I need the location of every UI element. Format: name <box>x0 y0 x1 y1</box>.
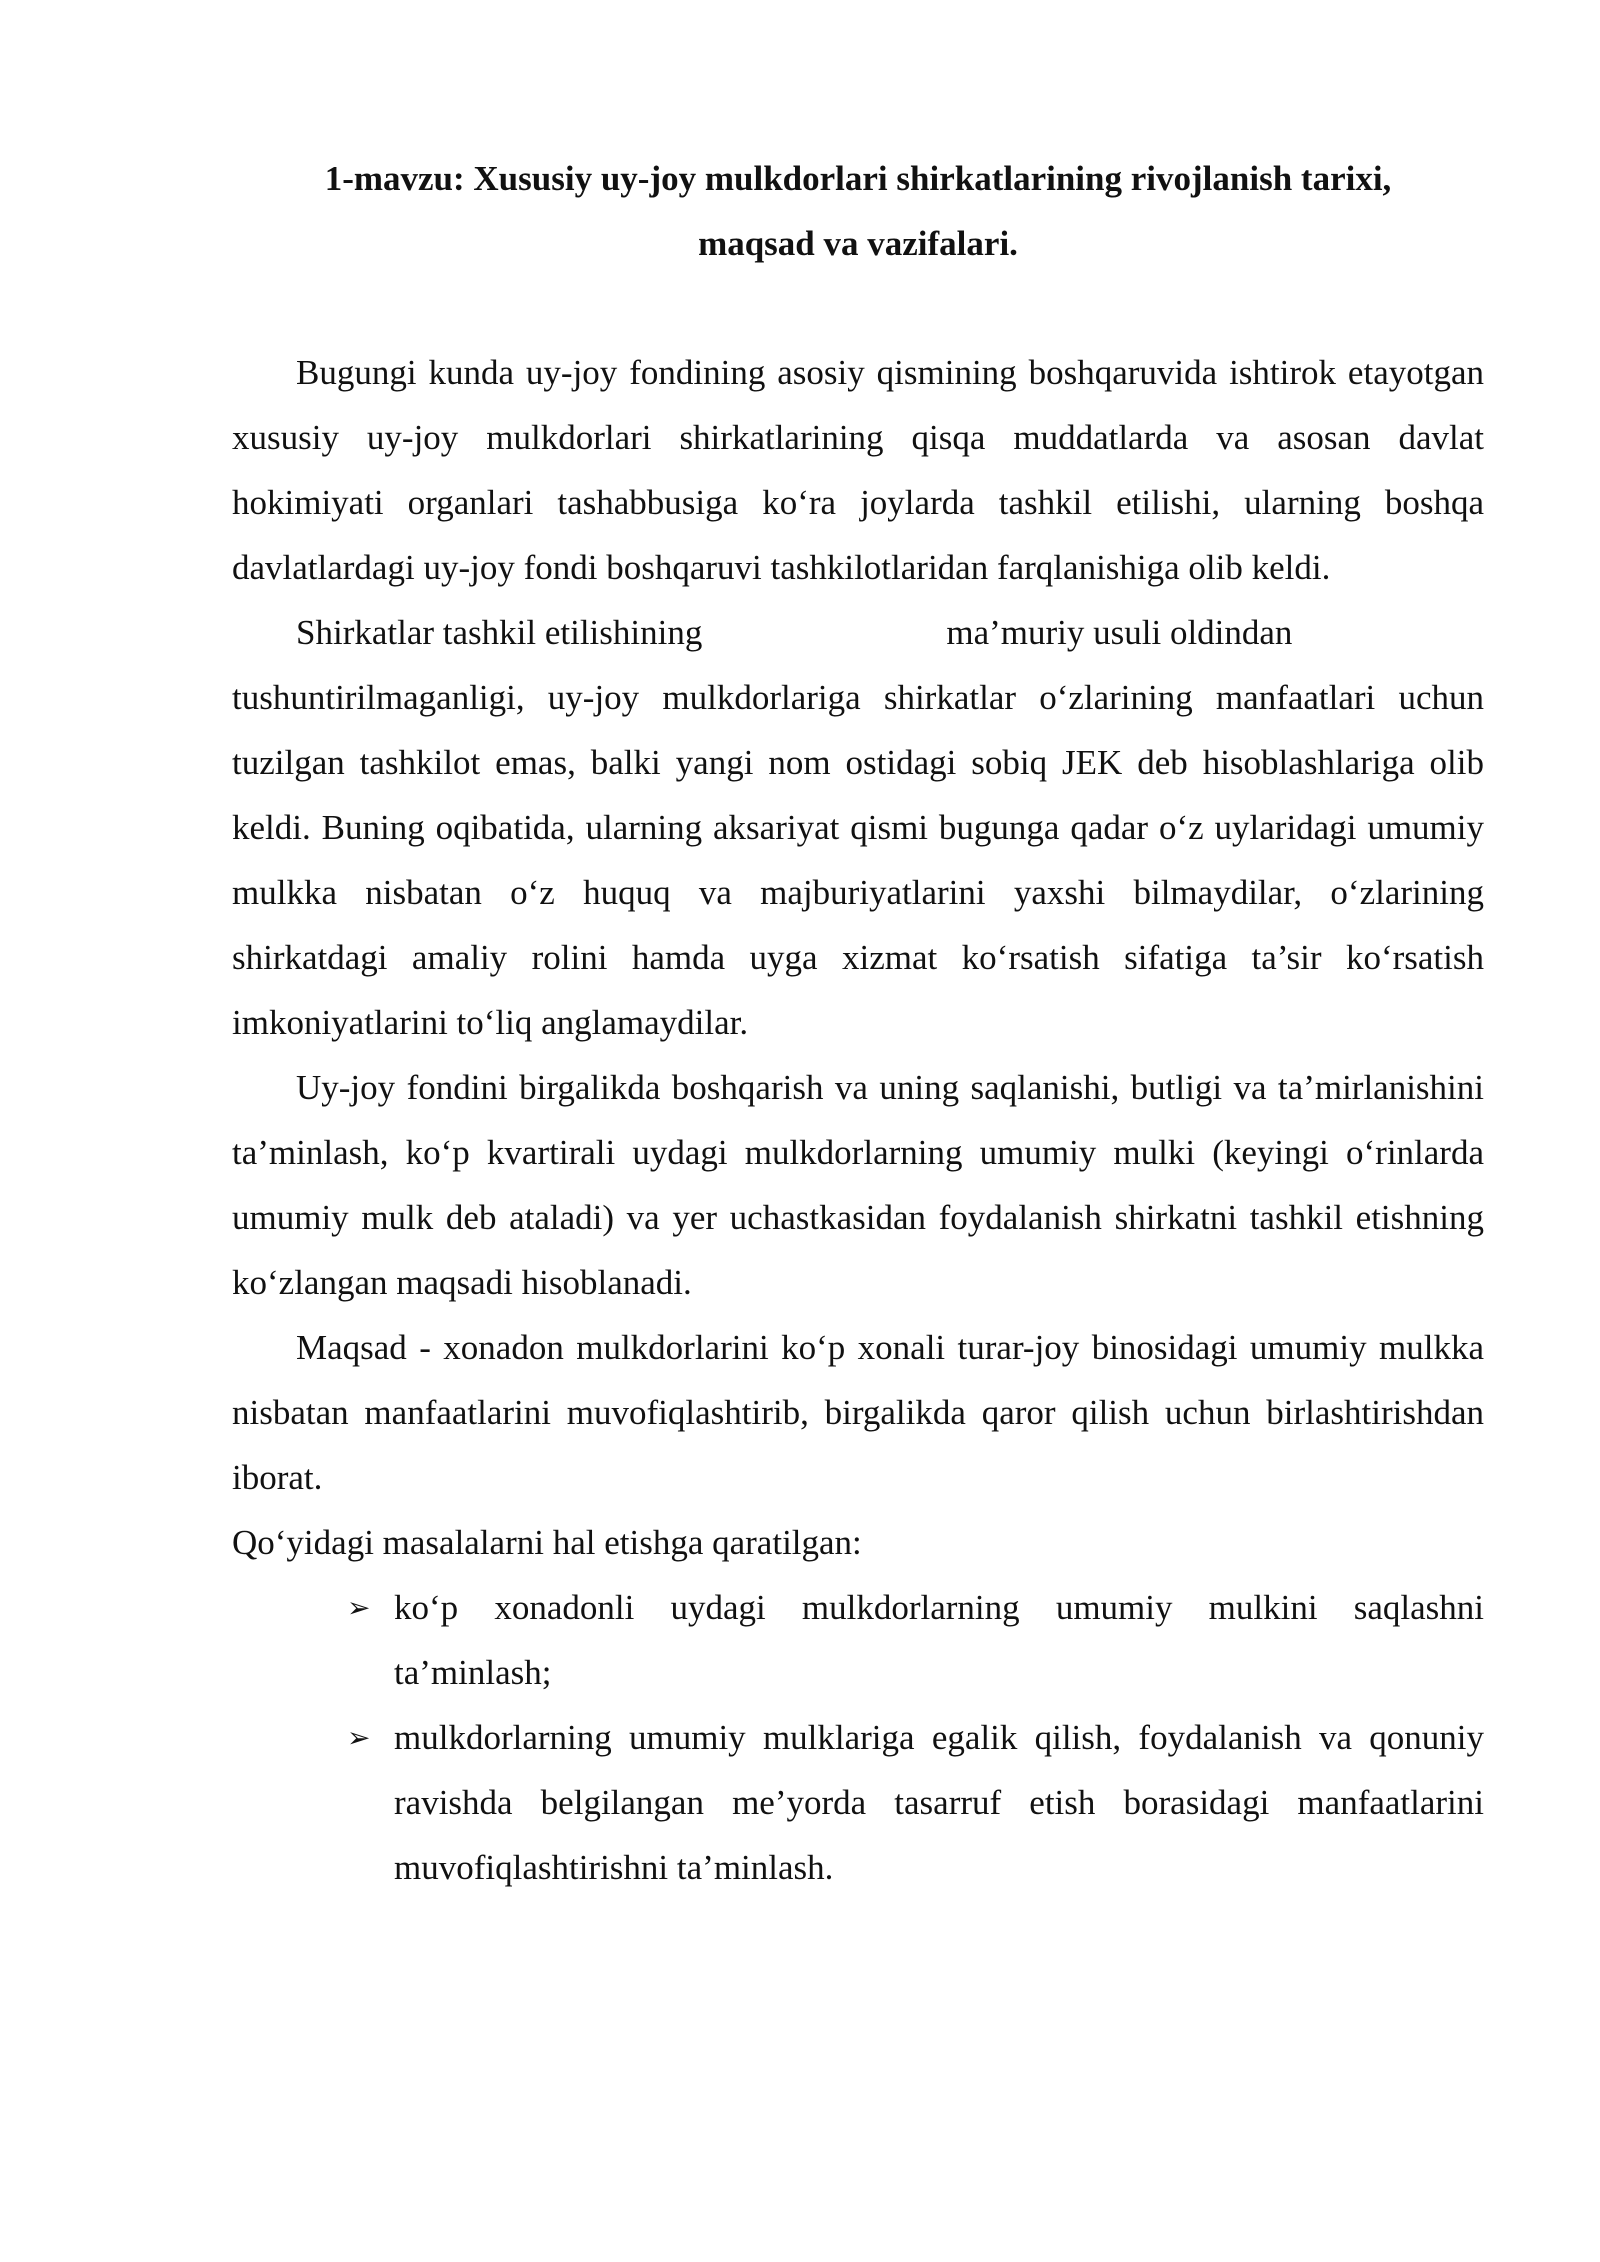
list-item <box>232 1575 1484 1705</box>
paragraph-2-mid: ma’muriy usuli oldindan <box>946 613 1293 652</box>
paragraph-2-first-line <box>232 600 1484 665</box>
title-line-2: maqsad va vazifalari. <box>698 224 1018 263</box>
paragraph-2-start: Shirkatlar tashkil etilishining <box>296 613 703 652</box>
arrowhead-bullet-icon: ➢ <box>347 1591 371 1624</box>
bullet-text: mulkdorlarning umumiy mulklariga egalik qilish, foydalanish va qonuniy ravishda belgilangan me’yorda tasarruf etish borasidagi manfaatlarini muvofiqlashtirishni ta’minlash. <box>394 1718 1484 1887</box>
paragraph-3: Uy-joy fondini birgalikda boshqarish va uning saqlanishi, butligi va ta’mirlanishini ta’minlash, ko‘p kvartirali uydagi mulkdorlarning umumiy mulki (keyingi o‘rinlarda umumiy mulk deb ataladi) va yer uchastkasidan foydalanish shirkatni tashkil etishning ko‘zlangan maqsadi hisoblanadi. <box>232 1068 1484 1302</box>
paragraph-2-rest: tushuntirilmaganligi, uy-joy mulkdorlariga shirkatlar o‘zlarining manfaatlari uchun tuzilgan tashkilot emas, balki yangi nom ostidagi sobiq JEK deb hisoblashlariga olib keldi. Buning oqibatida, ularning aksariyat qismi bugunga qadar o‘z uylaridagi umumiy mulkka nisbatan o‘z huquq va majburiyatlarini yaxshi bilmaydilar, o‘zlarining shirkatdagi amaliy rolini hamda uyga xizmat ko‘rsatish sifatiga ta’sir ko‘rsatish imkoniyatlarini to‘liq anglamaydilar. <box>232 678 1484 1042</box>
arrowhead-bullet-icon: ➢ <box>347 1721 371 1754</box>
document-title <box>232 146 1484 276</box>
bullet-text: ko‘p xonadonli uydagi mulkdorlarning umumiy mulkini saqlashni ta’minlash; <box>394 1588 1484 1692</box>
paragraph-4: Maqsad - xonadon mulkdorlarini ko‘p xonali turar-joy binosidagi umumiy mulkka nisbatan manfaatlarini muvofiqlashtirib, birgalikda qaror qilish uchun birlashtirishdan iborat. <box>232 1328 1484 1497</box>
title-line-1: 1-mavzu: Xususiy uy-joy mulkdorlari shirkatlarining rivojlanish tarixi, <box>324 159 1392 198</box>
document-page <box>232 146 1484 1900</box>
paragraph-1: Bugungi kunda uy-joy fondining asosiy qismining boshqaruvida ishtirok etayotgan xususiy uy-joy mulkdorlari shirkatlarining qisqa muddatlarda va asosan davlat hokimiyati organlari tashabbusiga ko‘ra joylarda tashkil etilishi, ularning boshqa davlatlardagi uy-joy fondi boshqaruvi tashkilotlaridan farqlanishiga olib keldi. <box>232 353 1484 587</box>
paragraph-5: Qo‘yidagi masalalarni hal etishga qaratilgan: <box>232 1523 862 1562</box>
list-item <box>232 1705 1484 1900</box>
bullet-list <box>232 1575 1484 1900</box>
document-body <box>232 340 1484 1900</box>
